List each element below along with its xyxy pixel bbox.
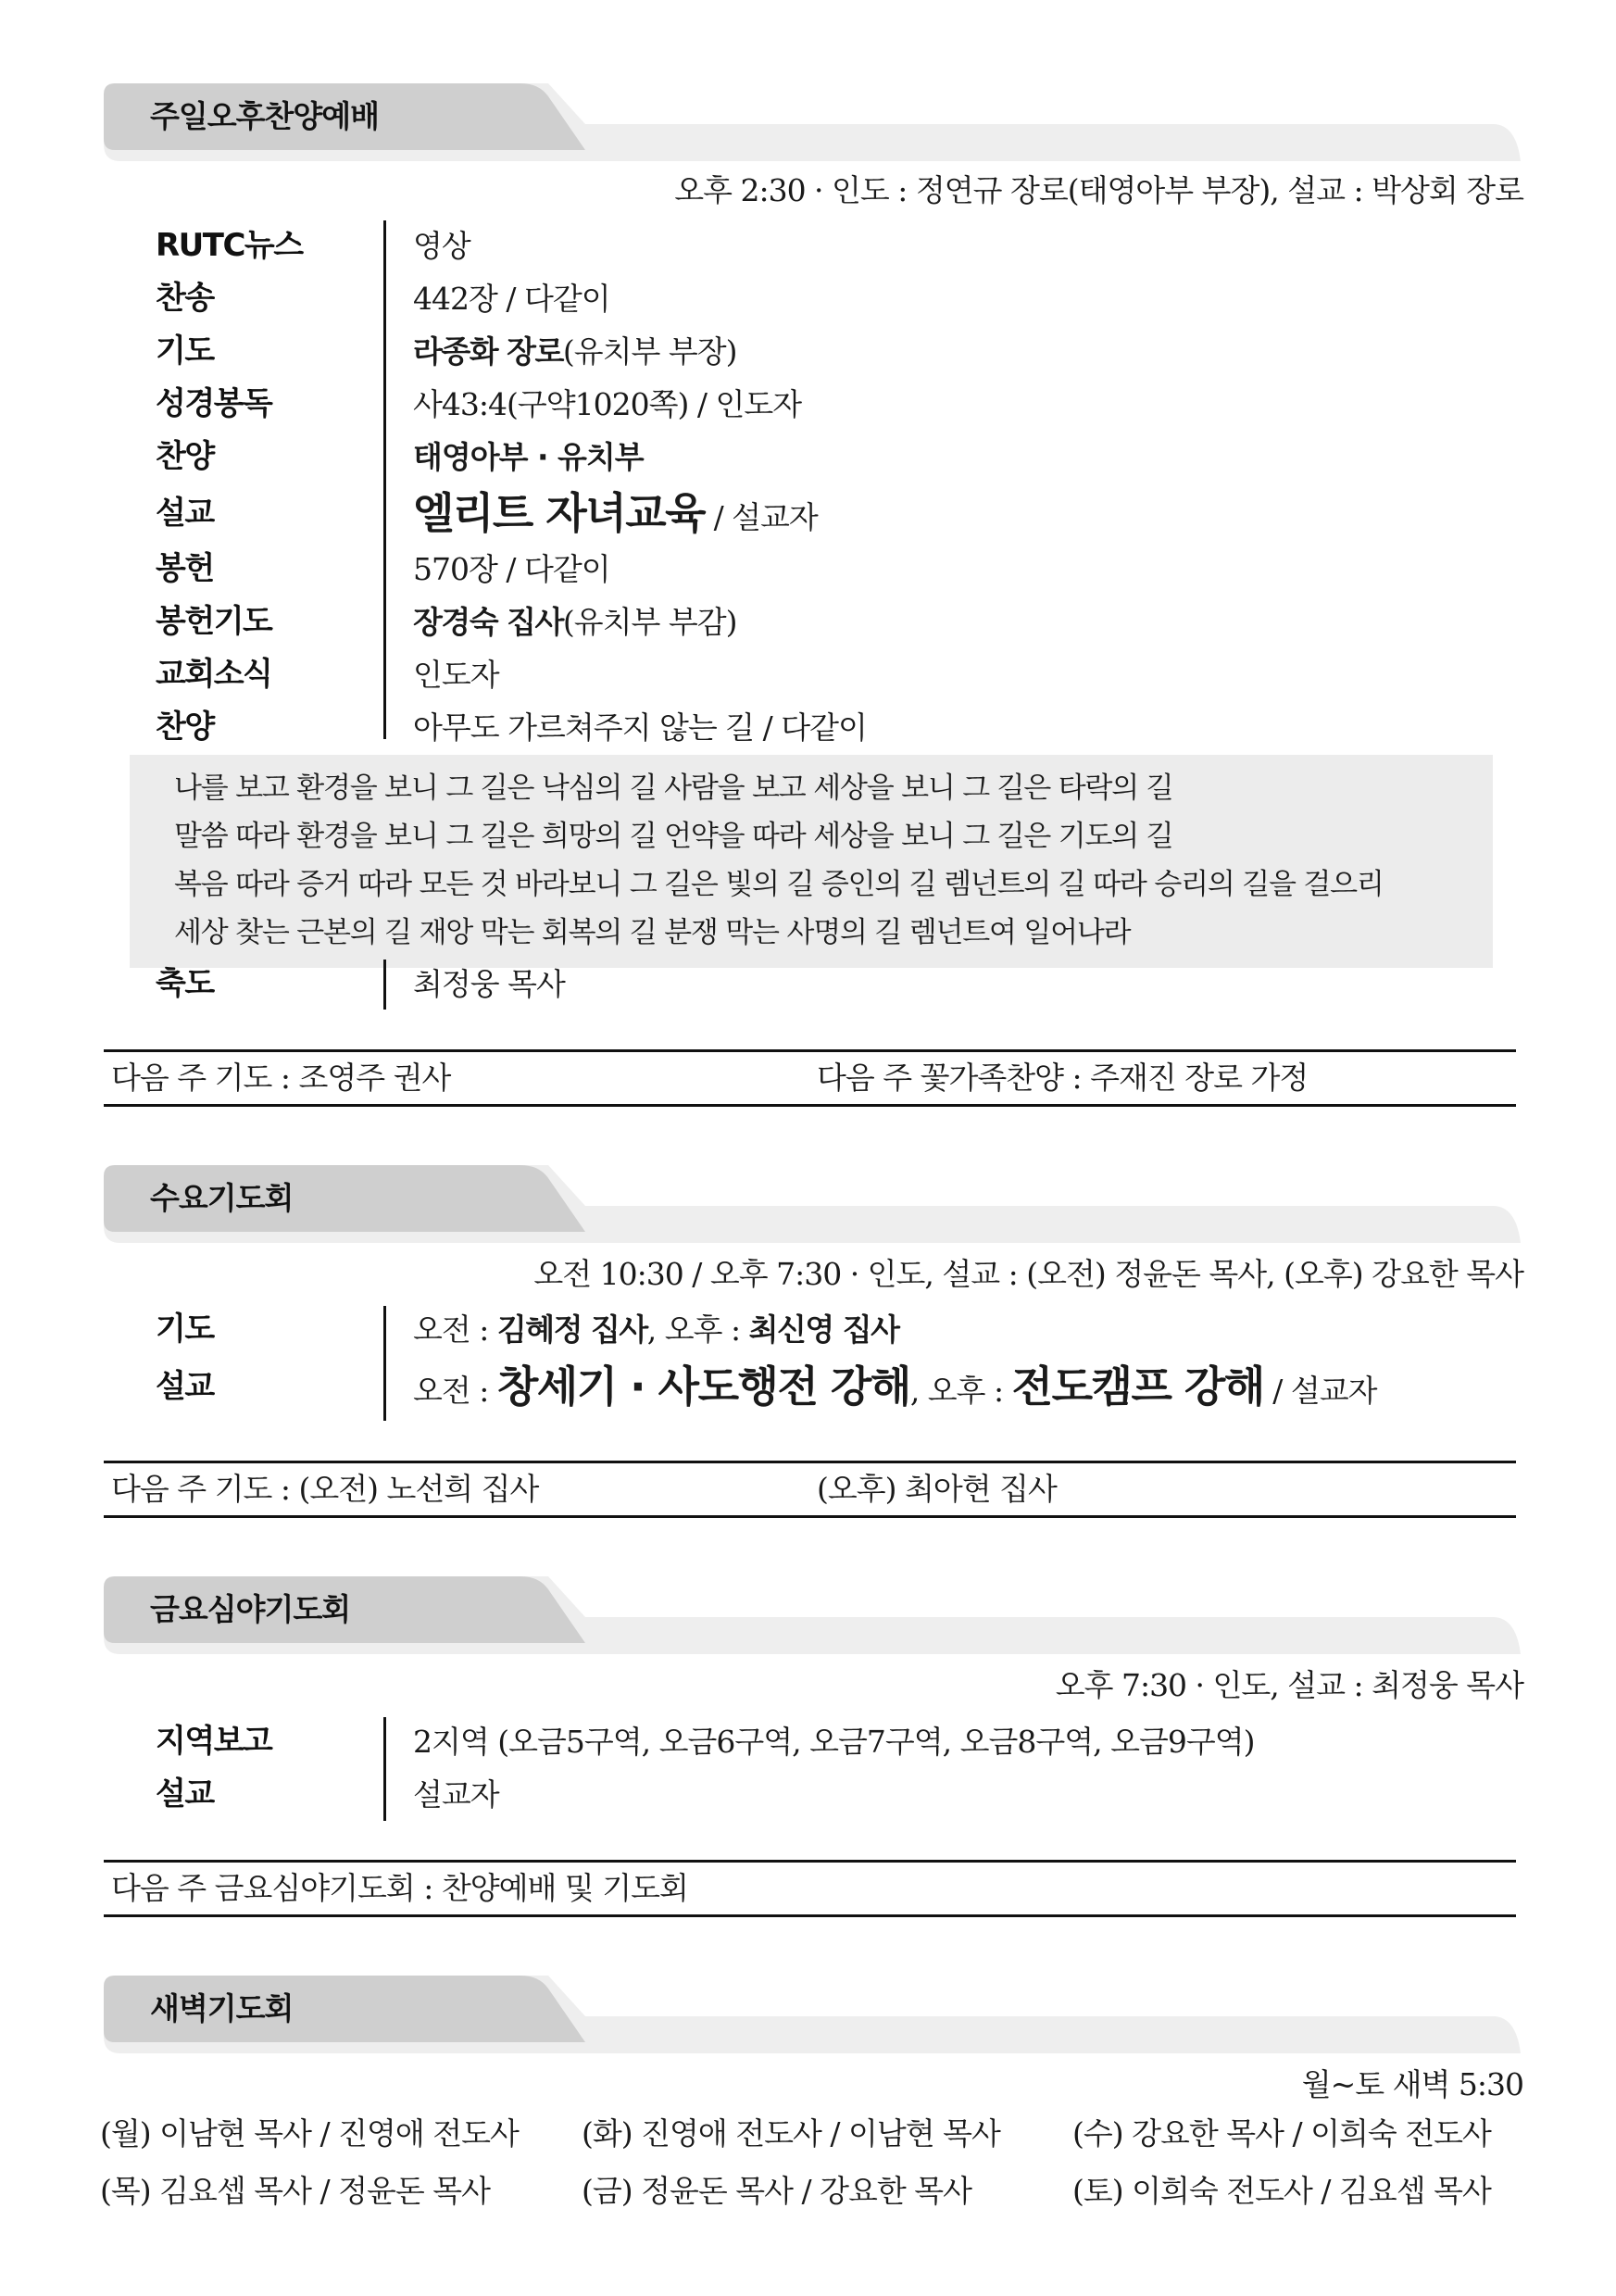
order-row — [156, 543, 1526, 596]
header-tab-shape — [104, 1976, 1521, 2053]
pm-prefix: , 오후 : — [646, 1311, 749, 1348]
dawn-schedule-item: (월) 이남현 목사 / 진영애 전도사 — [100, 2115, 519, 2152]
lyrics-box — [130, 755, 1493, 968]
order-row — [156, 596, 1526, 648]
order-row — [156, 272, 1526, 325]
order-label: 봉헌 — [156, 550, 214, 587]
section-title: 수요기도회 — [150, 1180, 294, 1216]
order-row — [156, 220, 1526, 272]
order-label: 지역보고 — [156, 1723, 272, 1760]
order-row — [156, 1715, 1526, 1768]
order-value — [413, 483, 818, 547]
service-order-friday — [156, 1715, 1526, 1821]
next-week-prayer-pm: (오후) 최아현 집사 — [817, 1471, 1057, 1507]
lyrics-line: 말씀 따라 환경을 보니 그 길은 희망의 길 언약을 따라 세상을 보니 그 길은 기도의 길 — [174, 820, 1173, 853]
order-value: 영상 — [413, 228, 470, 264]
am-sermon-title: 창세기 · 사도행전 강해 — [496, 1361, 910, 1411]
prayer-leader-role: (유치부 부장) — [562, 333, 737, 370]
order-label: 찬양 — [156, 438, 214, 475]
am-prayer-leader: 김혜정 집사 — [496, 1311, 647, 1348]
order-row — [156, 483, 1526, 543]
order-value: 설교자 — [413, 1776, 499, 1813]
lyrics-line: 나를 보고 환경을 보니 그 길은 낙심의 길 사람을 보고 세상을 보니 그 길은 타락의 길 — [174, 772, 1173, 805]
service-time-info: 오후 2:30 · 인도 : 정연규 장로(태영아부 부장), 설교 : 박상회 장로 — [674, 172, 1523, 208]
section-title: 금요심야기도회 — [150, 1591, 351, 1627]
next-week-box-sunday — [104, 1049, 1516, 1107]
order-value: 태영아부 · 유치부 — [413, 439, 644, 475]
next-week-friday-note: 다음 주 금요심야기도회 : 찬양예배 및 기도회 — [111, 1870, 688, 1906]
service-time-info: 오전 10:30 / 오후 7:30 · 인도, 설교 : (오전) 정윤돈 목사, (오후) 강요한 목사 — [533, 1256, 1523, 1292]
pm-prefix: , 오후 : — [909, 1373, 1012, 1409]
dawn-schedule-item: (토) 이희숙 전도사 / 김요셉 목사 — [1072, 2173, 1491, 2209]
section-title: 새벽기도회 — [150, 1990, 294, 2026]
order-label: 성경봉독 — [156, 385, 272, 422]
order-label: 찬송 — [156, 280, 214, 317]
order-label: 봉헌기도 — [156, 603, 272, 640]
dawn-schedule-item: (수) 강요한 목사 / 이희숙 전도사 — [1072, 2115, 1491, 2152]
am-prefix: 오전 : — [413, 1311, 497, 1348]
order-value: 아무도 가르쳐주지 않는 길 / 다같이 — [413, 709, 867, 746]
order-label: 설교 — [156, 1775, 214, 1813]
dawn-schedule-item: (금) 정윤돈 목사 / 강요한 목사 — [582, 2173, 971, 2209]
order-label: 기도 — [156, 332, 214, 370]
dawn-schedule-item: (화) 진영애 전도사 / 이남현 목사 — [582, 2115, 1000, 2152]
section-header-sunday — [104, 83, 1521, 161]
am-prefix: 오전 : — [413, 1373, 497, 1409]
order-row — [156, 325, 1526, 378]
pm-sermon-title: 전도캠프 강해 — [1011, 1361, 1264, 1411]
next-week-box-friday — [104, 1860, 1516, 1917]
lyrics-line: 세상 찾는 근본의 길 재앙 막는 회복의 길 분쟁 막는 사명의 길 렘넌트여 일어나라 — [174, 916, 1131, 949]
section-header-wednesday — [104, 1165, 1521, 1243]
service-time-info: 오후 7:30 · 인도, 설교 : 최정웅 목사 — [1055, 1667, 1523, 1703]
order-row — [156, 1303, 1526, 1356]
offering-prayer-leader: 장경숙 집사 — [413, 604, 563, 640]
order-row — [156, 1356, 1526, 1417]
order-value: 최정웅 목사 — [413, 966, 565, 1002]
order-row — [156, 701, 1526, 754]
order-value — [413, 1356, 1377, 1422]
section-header-friday — [104, 1576, 1521, 1654]
service-order-sunday — [156, 220, 1526, 754]
order-value: 442장 / 다같이 — [413, 281, 610, 317]
order-value — [413, 325, 737, 378]
order-row — [156, 1768, 1526, 1821]
order-value — [413, 1303, 898, 1356]
dawn-schedule-item: (목) 김요셉 목사 / 정윤돈 목사 — [100, 2173, 490, 2209]
section-title: 주일오후찬양예배 — [150, 98, 380, 134]
order-label: 기도 — [156, 1311, 214, 1348]
order-value — [413, 596, 737, 648]
sermon-suffix: / 설교자 — [1263, 1373, 1377, 1409]
order-row — [156, 431, 1526, 483]
sermon-suffix: / 설교자 — [705, 499, 818, 535]
lyrics-line: 복음 따라 증거 따라 모든 것 바라보니 그 길은 빛의 길 증인의 길 렘넌트의 길 따라 승리의 길을 걸으리 — [174, 868, 1384, 901]
order-label: 설교 — [156, 1368, 214, 1405]
order-value: 2지역 (오금5구역, 오금6구역, 오금7구역, 오금8구역, 오금9구역) — [413, 1724, 1255, 1760]
order-label: 설교 — [156, 495, 214, 532]
offering-prayer-role: (유치부 부감) — [562, 604, 737, 640]
order-value: 570장 / 다같이 — [413, 551, 610, 587]
order-row — [156, 648, 1526, 701]
order-value: 인도자 — [413, 657, 499, 693]
next-week-prayer: 다음 주 기도 : 조영주 권사 — [111, 1060, 451, 1096]
header-tab-shape — [104, 1165, 1521, 1243]
next-week-flower-family: 다음 주 꽃가족찬양 : 주재진 장로 가정 — [817, 1060, 1309, 1096]
section-header-dawn — [104, 1976, 1521, 2053]
next-week-prayer-am: 다음 주 기도 : (오전) 노선희 집사 — [111, 1471, 539, 1507]
order-value: 사43:4(구약1020쪽) / 인도자 — [413, 386, 802, 422]
blessing-row — [156, 958, 1526, 1010]
order-label: 교회소식 — [156, 656, 272, 693]
pm-prayer-leader: 최신영 집사 — [748, 1311, 899, 1348]
prayer-leader: 라종화 장로 — [413, 333, 563, 370]
sermon-title: 엘리트 자녀교육 — [413, 488, 706, 538]
order-label: 찬양 — [156, 709, 214, 746]
next-week-box-wednesday — [104, 1461, 1516, 1518]
order-label: 축도 — [156, 965, 214, 1002]
order-row — [156, 958, 1526, 1010]
order-label: RUTC뉴스 — [156, 227, 303, 264]
service-time-info: 월~토 새벽 5:30 — [1301, 2066, 1523, 2102]
order-row — [156, 378, 1526, 431]
service-order-wednesday — [156, 1303, 1526, 1417]
